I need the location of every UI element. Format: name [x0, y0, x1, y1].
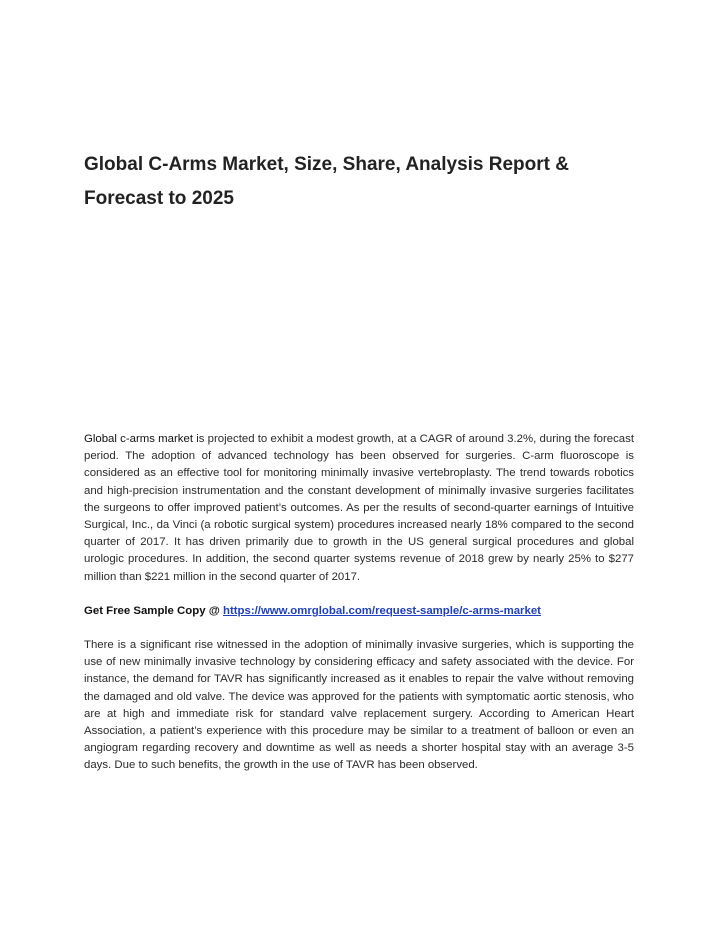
sample-request-link[interactable]: https://www.omrglobal.com/request-sample/c-arms-market: [222, 604, 541, 617]
paragraph-intro: [84, 431, 634, 586]
document-body: [84, 431, 634, 792]
sample-copy-line: [84, 603, 634, 620]
paragraph-tavr: There is a significant rise witnessed in the adoption of minimally invasive surgeries, which is supporting the use of new minimally invasive technology by considering efficacy and safety associated with the device. For instance, the demand for TAVR has significantly increased as it enables to repair the valve without removing the damaged and old valve. The device was approved for the patients with symptomatic aortic stenosis, who are at high and immediate risk for standard valve replacement surgery. According to American Heart Association, a patient’s experience with this procedure may be similar to a treatment of balloon or even an angiogram regarding recovery and downtime as well as needs a shorter hospital stay with an average 3-5 days. Due to such benefits, the growth in the use of TAVR has been observed.: [84, 639, 634, 772]
intro-text: is projected to exhibit a modest growth, at a CAGR of around 3.2%, during the forecast period. The adoption of advanced technology has been observed for surgeries. C-arm fluoroscope is considered as an effective tool for monitoring minimally invasive vertebroplasty. The trend towards robotics and high-precision instrumentation and the constant development of minimally invasive surgeries facilitates the surgeons to offer improved patient’s outcomes. As per the results of second-quarter earnings of Intuitive Surgical, Inc., da Vinci (a robotic surgical system) procedures increased nearly 18% compared to the second quarter of 2017. It has driven primarily due to growth in the US general surgical procedures and global urologic procedures. In addition, the second quarter systems revenue of 2018 grew by nearly 25% to $277 million than $221 million in the second quarter of 2017.: [84, 433, 634, 583]
page-title: Global C-Arms Market, Size, Share, Analysis Report & Forecast to 2025: [84, 154, 569, 209]
intro-lead-phrase: Global c-arms market: [84, 433, 193, 445]
sample-copy-label: Get Free Sample Copy @: [84, 604, 223, 617]
